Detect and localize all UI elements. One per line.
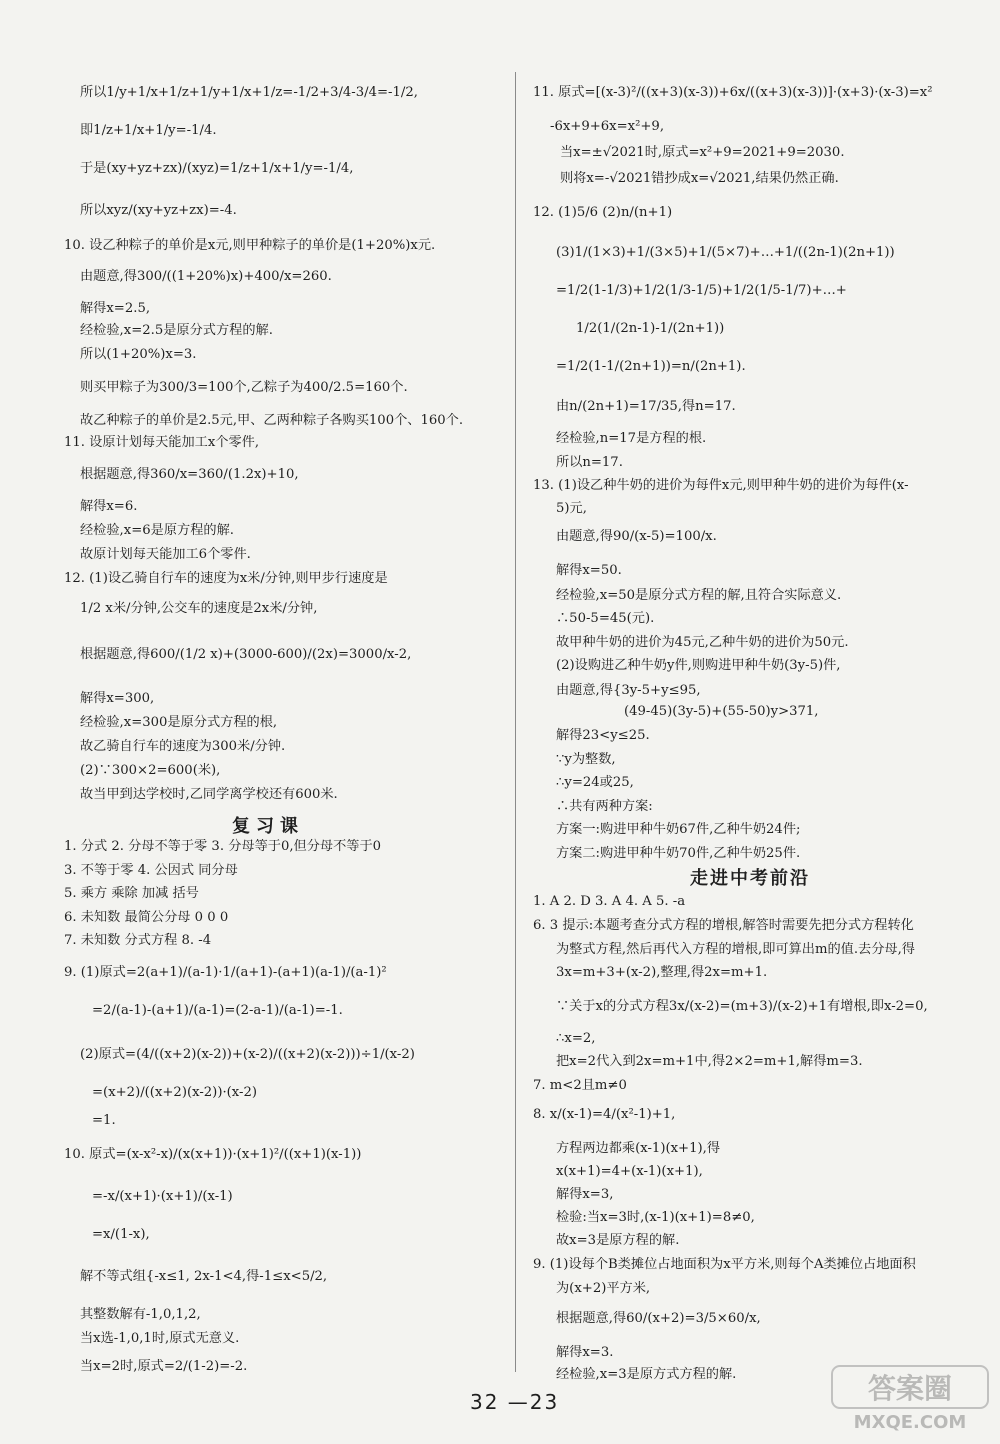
right-line: 12. (1)5/6 (2)n/(n+1) [533,205,673,220]
right-line: =1/2(1-1/(2n+1))=n/(2n+1). [556,359,746,374]
watermark-logo [830,1362,990,1434]
left-line: 其整数解有-1,0,1,2, [80,1307,201,1322]
right-line: (49-45)(3y-5)+(55-50)y>371, [624,704,819,719]
right-line: 由n/(2n+1)=17/35,得n=17. [556,399,736,414]
left-line: 所以xyz/(xy+yz+zx)=-4. [80,203,237,218]
right-line: x(x+1)=4+(x-1)(x+1), [556,1164,703,1179]
left-line: =1. [92,1113,116,1128]
right-line: 把x=2代入到2x=m+1中,得2×2=m+1,解得m=3. [556,1054,863,1069]
right-line: 故x=3是原方程的解. [556,1233,680,1248]
left-line: =-x/(x+1)·(x+1)/(x-1) [92,1189,233,1204]
right-line: 方案一:购进甲种牛奶67件,乙种牛奶24件; [556,822,801,837]
right-line: 9. (1)设每个B类摊位占地面积为x平方米,则每个A类摊位占地面积 [533,1257,916,1272]
right-line: 方程两边都乘(x-1)(x+1),得 [556,1141,721,1156]
left-line: 解得x=2.5, [80,301,151,316]
right-line: 11. 原式=[(x-3)²/((x+3)(x-3))+6x/((x+3)(x-3))]·(x+3)·(x-3)=x² [533,85,933,100]
right-line: 方案二:购进甲种牛奶70件,乙种牛奶25件. [556,846,801,861]
left-line: 1. 分式 2. 分母不等于零 3. 分母等于0,但分母不等于0 [64,839,382,854]
page-number: 32 —23 [470,1390,560,1414]
left-line: 经检验,x=300是原分式方程的根, [80,715,278,730]
left-line: 1/2 x米/分钟,公交车的速度是2x米/分钟, [80,601,318,616]
right-line: 8. x/(x-1)=4/(x²-1)+1, [533,1107,676,1122]
left-line: 则买甲粽子为300/3=100个,乙粽子为400/2.5=160个. [80,380,408,395]
section-heading-review: 复习课 [232,816,304,837]
left-line: 当x=2时,原式=2/(1-2)=-2. [80,1359,248,1374]
left-line: 解得x=300, [80,691,155,706]
left-line: 故当甲到达学校时,乙同学离学校还有600米. [80,787,338,802]
right-line: 根据题意,得60/(x+2)=3/5×60/x, [556,1311,761,1326]
left-line: 由题意,得300/((1+20%)x)+400/x=260. [80,269,332,284]
left-line: 所以1/y+1/x+1/z+1/y+1/x+1/z=-1/2+3/4-3/4=-1/2, [80,85,418,100]
left-line: 10. 设乙种粽子的单价是x元,则甲种粽子的单价是(1+20%)x元. [64,238,436,253]
right-line: 1. A 2. D 3. A 4. A 5. -a [533,894,686,909]
left-line: 根据题意,得360/x=360/(1.2x)+10, [80,467,299,482]
column-divider [515,72,516,1372]
left-line: 5. 乘方 乘除 加减 括号 [64,886,199,901]
left-line: =(x+2)/((x+2)(x-2))·(x-2) [92,1085,257,1100]
left-line: 当x选-1,0,1时,原式无意义. [80,1331,240,1346]
left-line: 9. (1)原式=2(a+1)/(a-1)·1/(a+1)-(a+1)(a-1)/(a-1)² [64,965,387,980]
right-line: 为整式方程,然后再代入方程的增根,即可算出m的值.去分母,得 [556,942,915,957]
left-line: 故乙种粽子的单价是2.5元,甲、乙两种粽子各购买100个、160个. [80,413,464,428]
left-line: =2/(a-1)-(a+1)/(a-1)=(2-a-1)/(a-1)=-1. [92,1003,343,1018]
left-line: 经检验,x=2.5是原分式方程的解. [80,323,273,338]
left-line: 6. 未知数 最简公分母 0 0 0 [64,910,229,925]
right-line: 6. 3 提示:本题考查分式方程的增根,解答时需要先把分式方程转化 [533,918,914,933]
right-line: 故甲种牛奶的进价为45元,乙种牛奶的进价为50元. [556,635,849,650]
left-line: 解不等式组{-x≤1, 2x-1<4,得-1≤x<5/2, [80,1269,328,1284]
right-line: 则将x=-√2021错抄成x=√2021,结果仍然正确. [560,171,839,186]
right-line: =1/2(1-1/3)+1/2(1/3-1/5)+1/2(1/5-1/7)+…+ [556,283,847,298]
right-line: ∴y=24或25, [556,775,634,790]
left-line: =x/(1-x), [92,1227,150,1242]
right-line: (2)设购进乙种牛奶y件,则购进甲种牛奶(3y-5)件, [556,658,841,673]
right-line: 所以n=17. [556,455,623,470]
right-line: 经检验,n=17是方程的根. [556,431,707,446]
right-line: 检验:当x=3时,(x-1)(x+1)=8≠0, [556,1210,755,1225]
left-line: 于是(xy+yz+zx)/(xyz)=1/z+1/x+1/y=-1/4, [80,161,354,176]
right-line: ∴共有两种方案: [556,799,653,814]
left-line: (2)原式=(4/((x+2)(x-2))+(x-2)/((x+2)(x-2)))÷1/(x-2) [80,1047,415,1062]
right-line: 解得x=50. [556,563,622,578]
right-line: 由题意,得90/(x-5)=100/x. [556,529,717,544]
right-line: 1/2(1/(2n-1)-1/(2n+1)) [576,321,725,336]
right-line: ∴50-5=45(元). [556,611,655,626]
right-line: 解得23<y≤25. [556,728,650,743]
left-line: 根据题意,得600/(1/2 x)+(3000-600)/(2x)=3000/x-2, [80,647,412,662]
left-line: 经检验,x=6是原方程的解. [80,523,234,538]
left-line: 3. 不等于零 4. 公因式 同分母 [64,863,238,878]
right-line: 为(x+2)平方米, [556,1281,651,1296]
watermark-logo-text: 答案圈 [867,1372,953,1405]
left-line: 10. 原式=(x-x²-x)/(x(x+1))·(x+1)²/((x+1)(x-1)) [64,1147,362,1162]
left-line: 故乙骑自行车的速度为300米/分钟. [80,739,286,754]
left-line: 解得x=6. [80,499,138,514]
right-line: 由题意,得{3y-5+y≤95, [556,683,701,698]
left-line: 故原计划每天能加工6个零件. [80,547,251,562]
right-line: 5)元, [556,501,587,516]
right-line: ∴x=2, [556,1031,596,1046]
right-line: 经检验,x=50是原分式方程的解,且符合实际意义. [556,588,842,603]
left-line: 7. 未知数 分式方程 8. -4 [64,933,212,948]
left-line: (2)∵300×2=600(米), [80,763,221,778]
right-line: 解得x=3, [556,1187,614,1202]
right-line: (3)1/(1×3)+1/(3×5)+1/(5×7)+…+1/((2n-1)(2n+1)) [556,245,895,260]
right-line: -6x+9+6x=x²+9, [550,119,665,134]
left-line: 即1/z+1/x+1/y=-1/4. [80,123,217,138]
right-line: ∵y为整数, [556,752,616,767]
left-line: 所以(1+20%)x=3. [80,347,197,362]
right-line: ∵关于x的分式方程3x/(x-2)=(m+3)/(x-2)+1有增根,即x-2=0, [556,999,928,1014]
watermark-site-text: MXQE.COM [853,1412,967,1433]
left-line: 12. (1)设乙骑自行车的速度为x米/分钟,则甲步行速度是 [64,571,388,586]
right-line: 经检验,x=3是原方式方程的解. [556,1367,737,1382]
right-line: 解得x=3. [556,1345,614,1360]
right-line: 当x=±√2021时,原式=x²+9=2021+9=2030. [560,145,845,160]
right-line: 7. m<2且m≠0 [533,1078,627,1093]
section-heading-exam: 走进中考前沿 [690,868,810,889]
right-line: 3x=m+3+(x-2),整理,得2x=m+1. [556,965,768,980]
right-line: 13. (1)设乙种牛奶的进价为每件x元,则甲种牛奶的进价为每件(x- [533,478,909,493]
left-line: 11. 设原计划每天能加工x个零件, [64,435,260,450]
